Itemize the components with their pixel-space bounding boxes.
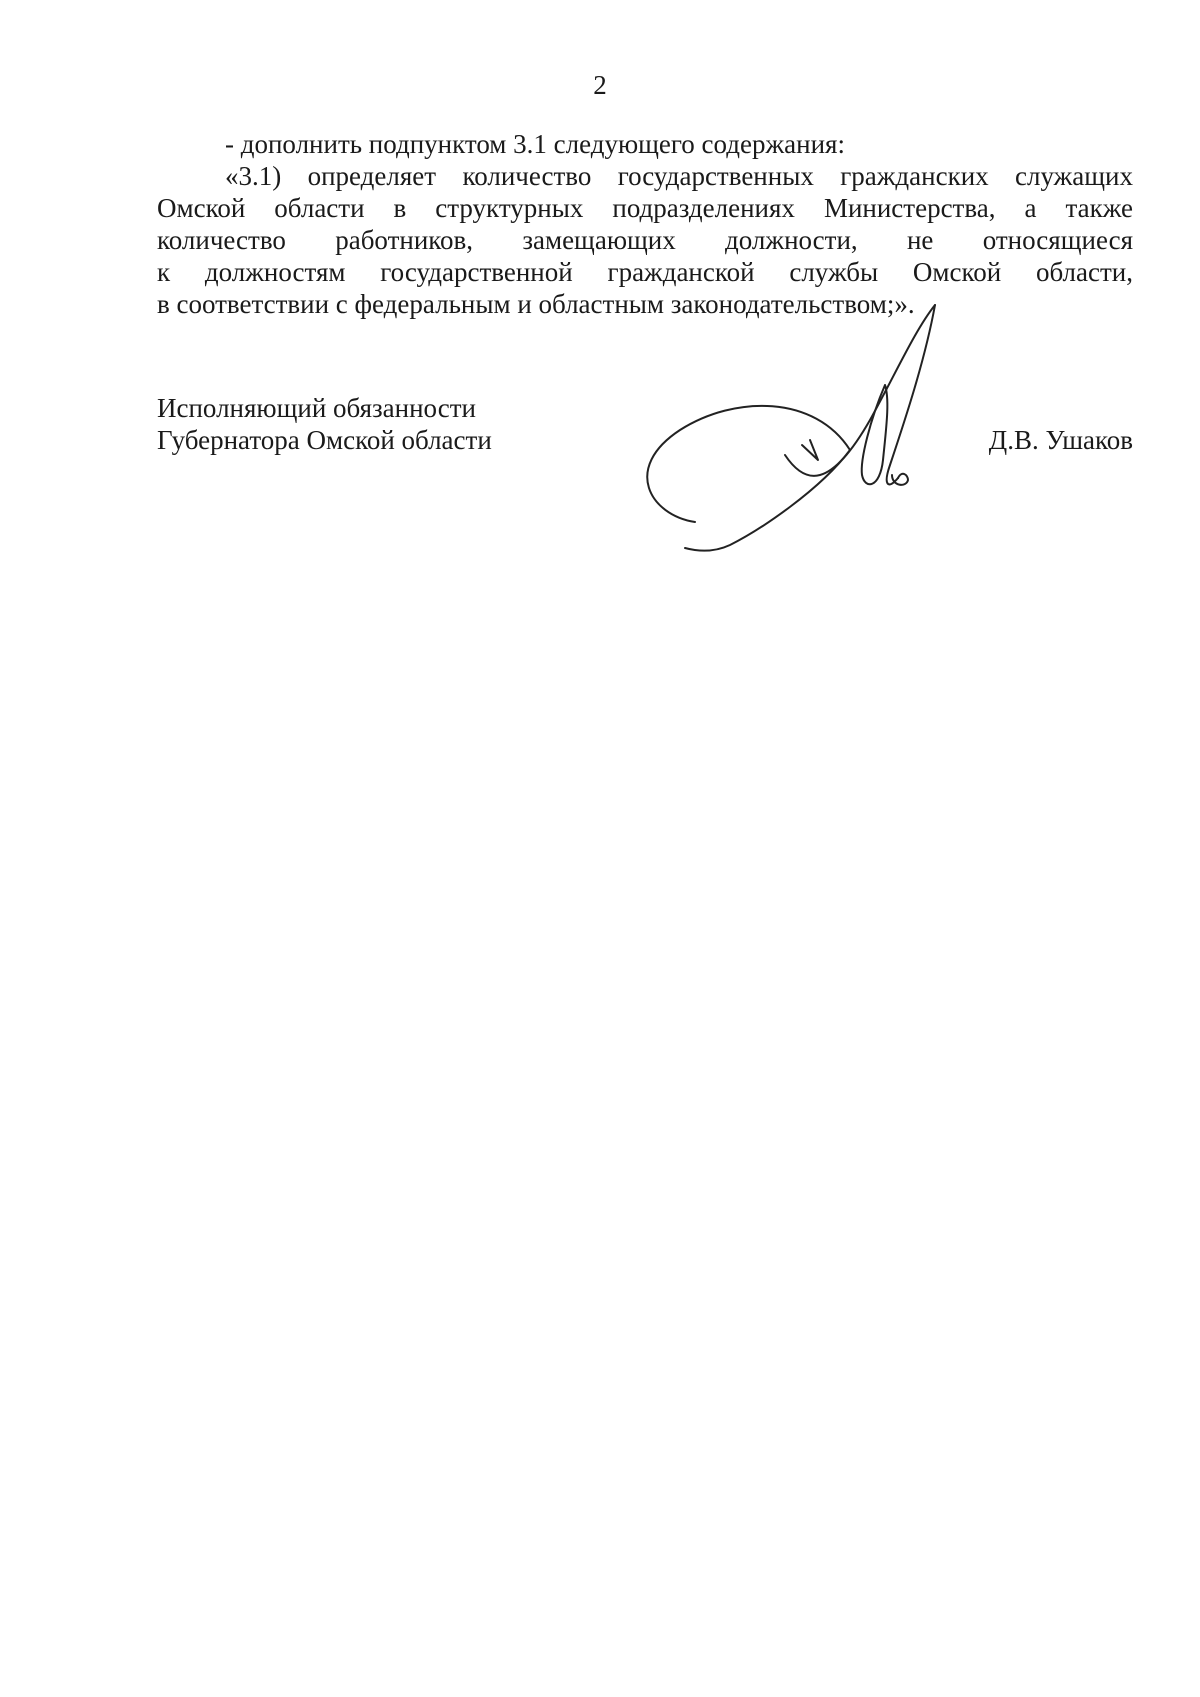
document-body [157, 128, 1133, 320]
text-line: в соответствии с федеральным и областным законодательством;». [157, 289, 915, 319]
text-line: количество работников, замещающих должности, не относящиеся [157, 225, 1133, 255]
text-line: - дополнить подпунктом 3.1 следующего содержания: [225, 129, 845, 159]
text-line: Омской области в структурных подразделениях Министерства, а также [157, 193, 1133, 223]
text-line: «3.1) определяет количество государственных гражданских служащих [225, 161, 1133, 191]
signatory-position [157, 392, 492, 456]
text-line: к должностям государственной гражданской службы Омской области, [157, 257, 1133, 287]
position-line: Губернатора Омской области [157, 425, 492, 455]
position-line: Исполняющий обязанности [157, 393, 476, 423]
page-number: 2 [593, 70, 607, 100]
signer-name: Д.В. Ушаков [988, 425, 1133, 455]
handwritten-signature-icon [640, 300, 980, 600]
